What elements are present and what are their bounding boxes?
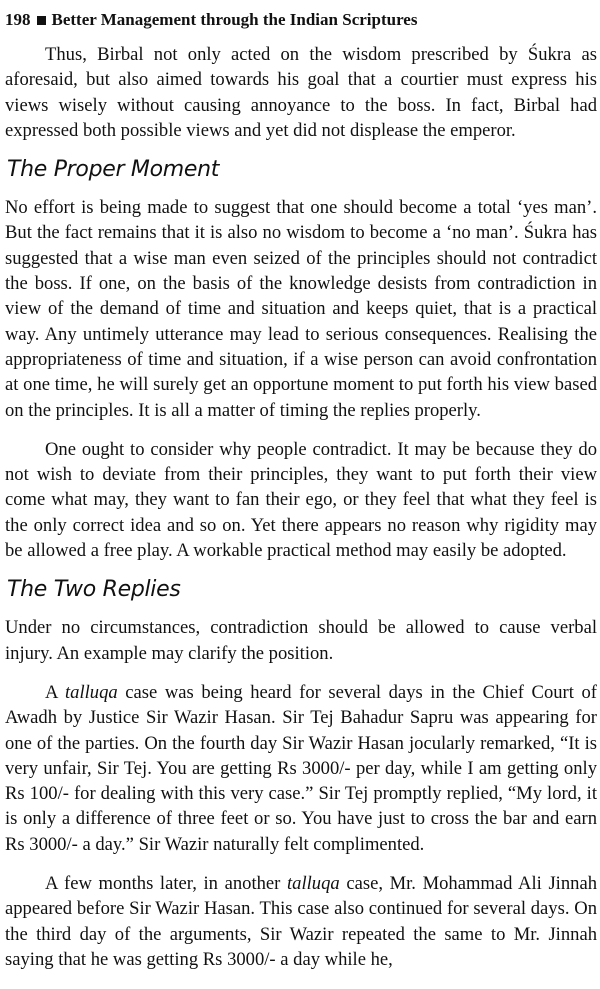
- paragraph-sapru-story: [5, 680, 597, 857]
- paragraph-verbal-injury: Under no circumstances, contradiction should be allowed to cause verbal injury. An example may clarify the position.: [5, 617, 597, 664]
- text-run: A: [45, 681, 65, 703]
- section-heading-two-replies: The Two Replies: [7, 577, 181, 603]
- paragraph-birbal: Thus, Birbal not only acted on the wisdom prescribed by Śukra as aforesaid, but also aimed towards his goal that a courtier must express his views wisely without causing annoyance to the boss. In fact, Birbal had expressed both possible views and yet did not displease the emperor.: [5, 44, 597, 141]
- square-bullet-icon: [37, 16, 46, 25]
- text-run: case was being heard for several days in the Chief Court of Awadh by Justice Sir Wazir Hasan. Sir Tej Bahadur Sapru was appearing for one of the parties. On the fourth day Sir Wazir Hasan jocularly remarked, “It is very unfair, Sir Tej. You are getting Rs 3000/- per day, while I am getting only Rs 100/- for dealing with this very case.” Sir Tej promptly replied, “My lord, it is only a difference of three feet or so. You have just to cross the bar and earn Rs 3000/- a day.” Sir Wazir naturally felt complimented.: [5, 681, 597, 855]
- section-heading-proper-moment: The Proper Moment: [7, 157, 220, 183]
- text-run: A few months later, in another: [45, 873, 287, 895]
- book-title: Better Management through the Indian Scriptures: [51, 10, 418, 29]
- paragraph-yes-man: No effort is being made to suggest that one should become a total ‘yes man’. But the fact remains that it is also no wisdom to become a ‘no man’. Śukra has suggested that a wise man even seized of the principles should not contradict the boss. If one, on the basis of the knowledge desists from contradiction in view of the demand of time and situation and keeps quiet, that is a practical way. Any untimely utterance may lead to serious consequences. Realising the appropriateness of time and situation, if a wise person can avoid confrontation at one time, he will surely get an opportune moment to put forth his view based on the principles. It is all a matter of timing the replies properly.: [5, 197, 597, 421]
- running-head: [5, 10, 597, 30]
- italic-term: talluqa: [65, 681, 118, 703]
- paragraph-why-contradict: One ought to consider why people contradict. It may be because they do not wish to deviate from their principles, they want to put forth their view come what may, they want to fan their ego, or they feel that what they feel is the only correct idea and so on. Yet there appears no reason why rigidity may be allowed a free play. A workable practical method may easily be adopted.: [5, 438, 597, 562]
- page-number: 198: [5, 10, 31, 29]
- text-run: case, Mr. Mohammad Ali Jinnah appeared before Sir Wazir Hasan. This case also continued for several days. On the third day of the arguments, Sir Wazir repeated the same to Mr. Jinnah saying that he was getting Rs 3000/- a day while he,: [5, 873, 597, 970]
- paragraph-jinnah-story: [5, 871, 597, 972]
- italic-term: talluqa: [287, 873, 340, 895]
